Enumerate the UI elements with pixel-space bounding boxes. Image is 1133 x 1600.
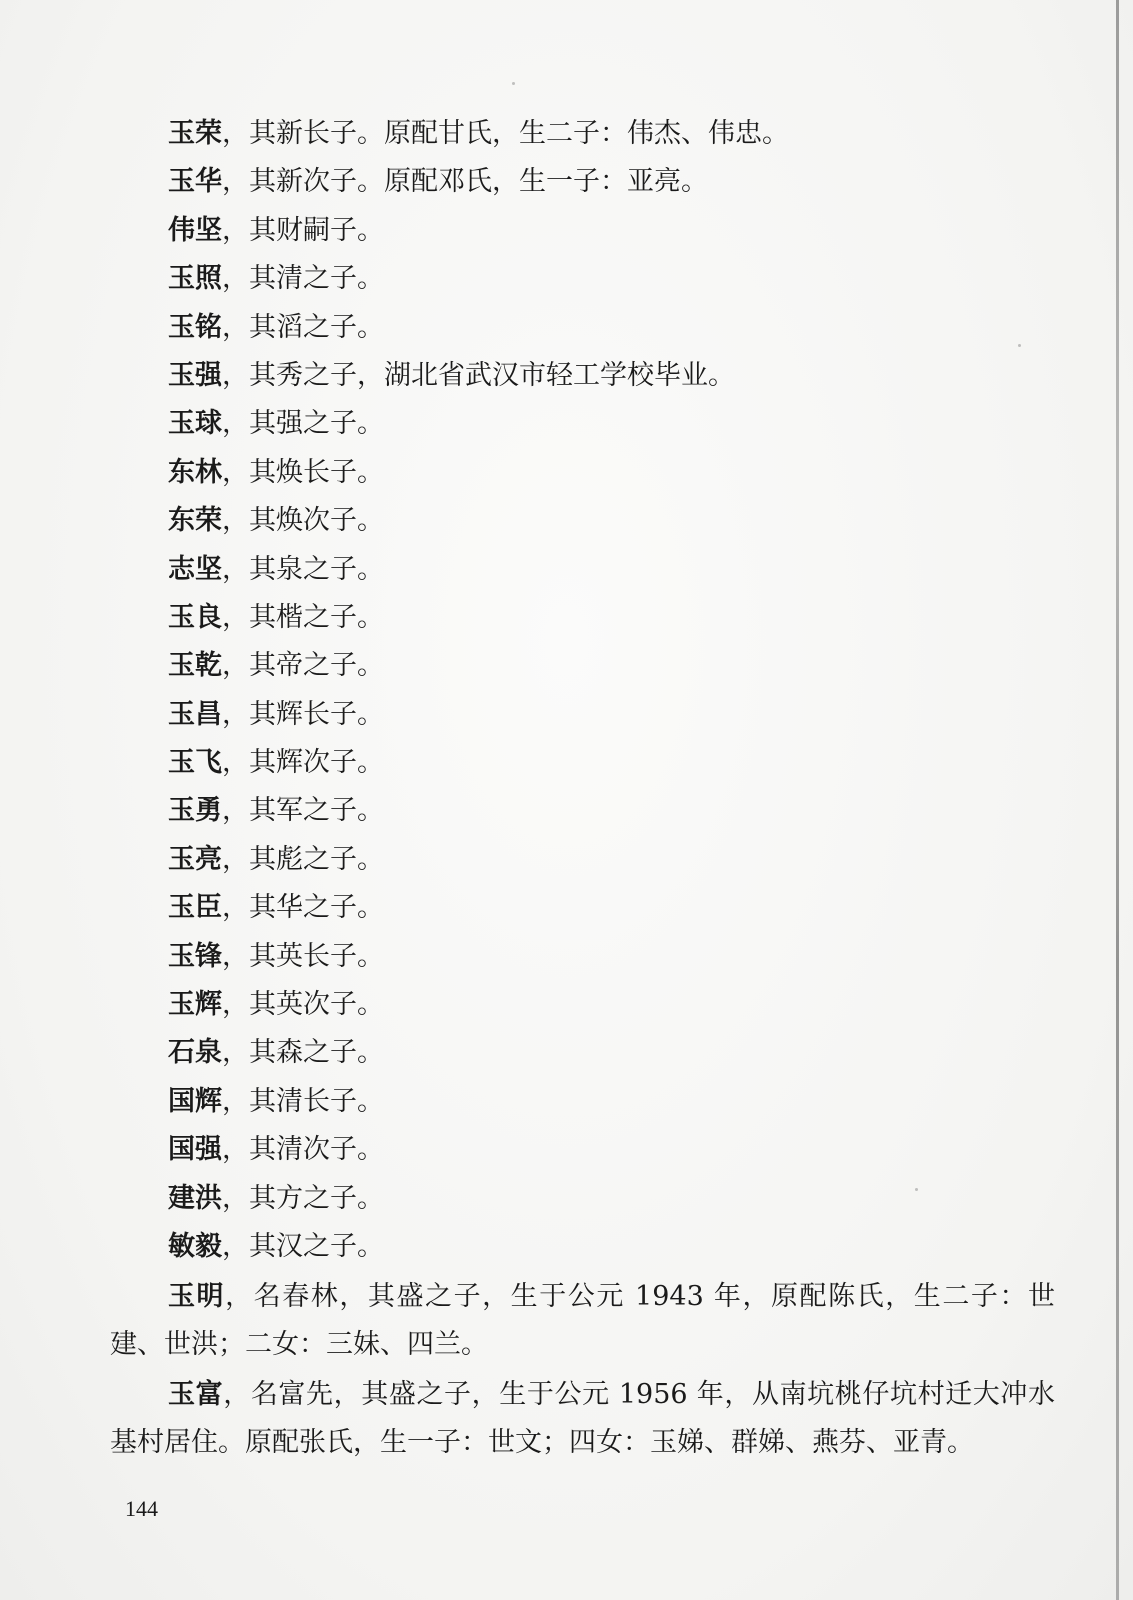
- entry-text: ，其方之子。: [222, 1182, 384, 1214]
- page-number: 144: [125, 1496, 158, 1521]
- entry-text: ，其滔之子。: [222, 311, 384, 343]
- entry-text: ，其楷之子。: [222, 601, 384, 633]
- entry-text: ，其帝之子。: [222, 650, 384, 682]
- entry-name: 玉乾: [168, 650, 222, 682]
- entry-line: [110, 933, 1050, 981]
- entry-text: ，其秀之子，湖北省武汉市轻工学校毕业。: [222, 359, 735, 391]
- entry-line: [110, 836, 1050, 884]
- entry-name: 玉荣: [168, 118, 222, 149]
- entry-text: ，其新次子。原配邓氏，生一子：亚亮。: [222, 166, 708, 198]
- entry-text: ，其军之子。: [222, 795, 384, 827]
- entry-name: 玉臣: [168, 892, 222, 924]
- entry-text: ，其汉之子。: [222, 1230, 384, 1262]
- entry-name: 伟坚: [168, 214, 222, 246]
- entry-line: [110, 884, 1050, 932]
- entry-line: [110, 207, 1050, 255]
- entry-line: [110, 400, 1050, 448]
- entry-text: ，其焕长子。: [222, 456, 384, 488]
- entry-text: ，其清长子。: [222, 1085, 384, 1117]
- entry-text: ，其森之子。: [222, 1037, 384, 1069]
- entry-line: [110, 691, 1050, 739]
- entry-text: ，其辉长子。: [222, 698, 384, 730]
- entry-line: [110, 110, 1050, 158]
- entry-name: 玉明: [168, 1281, 226, 1313]
- entry-line: [110, 642, 1050, 690]
- entry-name: 玉辉: [168, 989, 222, 1021]
- scan-speck: [512, 82, 515, 85]
- entry-text: ，其清次子。: [222, 1134, 384, 1166]
- entry-name: 玉强: [168, 359, 222, 391]
- entry-line: [110, 1175, 1050, 1223]
- entry-text: ，名富先，其盛之子，生于公元 1956 年，从南坑桃仔坑村迁大冲水基村居住。原配张氏，生一子：世文；四女：玉娣、群娣、燕芬、亚青。: [110, 1379, 1055, 1459]
- entry-line: [110, 981, 1050, 1029]
- entry-name: 玉锋: [168, 940, 222, 972]
- entry-line: [110, 546, 1050, 594]
- entry-text: ，其华之子。: [222, 892, 384, 924]
- entry-line: [110, 497, 1050, 545]
- entry-text: ，其强之子。: [222, 408, 384, 440]
- entry-name: 东荣: [168, 505, 222, 537]
- entry-name: 玉良: [168, 601, 222, 633]
- entry-line: [110, 1078, 1050, 1126]
- entry-line: [110, 255, 1050, 303]
- entry-name: 玉飞: [168, 747, 222, 779]
- entry-name: 敏毅: [168, 1230, 222, 1262]
- entry-name: 东林: [168, 456, 222, 488]
- entry-text: ，其英次子。: [222, 989, 384, 1021]
- entry-line: [110, 594, 1050, 642]
- entry-text: ，其财嗣子。: [222, 214, 384, 246]
- entry-line: [110, 449, 1050, 497]
- entry-text: ，名春林，其盛之子，生于公元 1943 年，原配陈氏，生二子：世建、世洪；二女：三妹、四兰。: [110, 1281, 1056, 1361]
- entry-text: ，其焕次子。: [222, 505, 384, 537]
- entry-name: 石泉: [168, 1037, 222, 1069]
- entry-name: 玉富: [168, 1379, 224, 1411]
- entry-line: [110, 1223, 1050, 1271]
- entry-name: 玉铭: [168, 311, 222, 343]
- entry-name: 国强: [168, 1134, 222, 1166]
- entry-line: [110, 304, 1050, 352]
- entry-name: 玉照: [168, 263, 222, 295]
- entry-name: 玉华: [168, 166, 222, 198]
- entry-name: 建洪: [168, 1182, 222, 1214]
- entry-text: ，其英长子。: [222, 940, 384, 972]
- entry-name: 志坚: [168, 553, 222, 585]
- entry-paragraph: [110, 1273, 1055, 1369]
- entry-name: 国辉: [168, 1085, 222, 1117]
- entry-text: ，其彪之子。: [222, 843, 384, 875]
- genealogy-entries: [110, 110, 1056, 1467]
- entry-name: 玉亮: [168, 843, 222, 875]
- entry-name: 玉球: [168, 408, 222, 440]
- entry-paragraph: [110, 1371, 1055, 1467]
- entry-text: ，其新长子。原配甘氏，生二子：伟杰、伟忠。: [222, 118, 789, 149]
- entry-line: [110, 1126, 1050, 1174]
- entry-text: ，其辉次子。: [222, 747, 384, 779]
- entry-line: [110, 1029, 1050, 1077]
- entry-name: 玉勇: [168, 795, 222, 827]
- entry-line: [110, 158, 1050, 206]
- entry-line: [110, 739, 1050, 787]
- entry-name: 玉昌: [168, 698, 222, 730]
- page-edge-shadow: [1116, 0, 1119, 1600]
- entry-text: ，其泉之子。: [222, 553, 384, 585]
- entry-line: [110, 787, 1050, 835]
- entry-line: [110, 352, 1050, 400]
- entry-text: ，其清之子。: [222, 263, 384, 295]
